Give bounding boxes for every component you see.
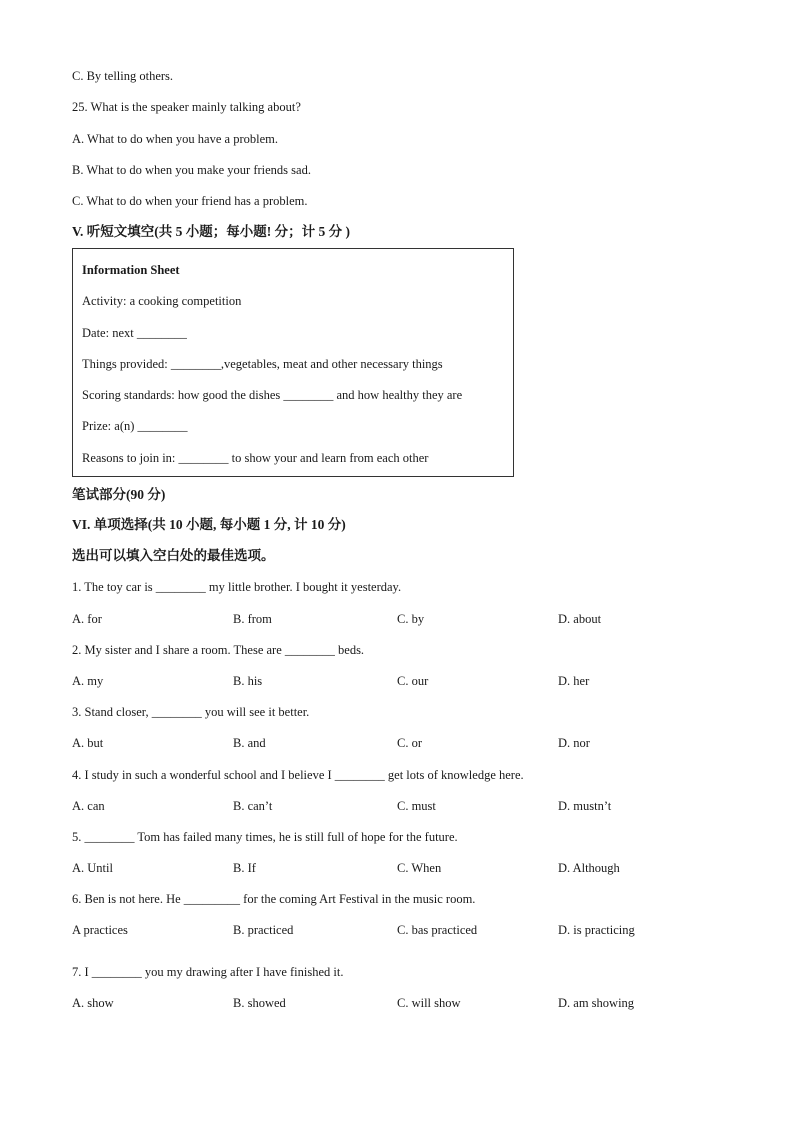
option-d: D. Although [558, 861, 620, 875]
question-stem: 6. Ben is not here. He _________ for the coming Art Festival in the music room. [72, 892, 476, 906]
option-a: A. Until [72, 861, 113, 875]
sheet-scoring: Scoring standards: how good the dishes ________ and how healthy they are [82, 388, 463, 402]
option-b: B. can’t [233, 799, 273, 813]
option-c: C. or [397, 736, 422, 750]
option-d: D. mustn’t [558, 799, 612, 813]
question-stem: 7. I ________ you my drawing after I have finished it. [72, 965, 344, 979]
question-stem: 1. The toy car is ________ my little brother. I bought it yesterday. [72, 580, 402, 594]
option-c: C. will show [397, 996, 461, 1010]
information-sheet-box [72, 248, 514, 477]
option-b: B. and [233, 736, 266, 750]
option-d: D. her [558, 674, 590, 688]
question-stem: 3. Stand closer, ________ you will see it better. [72, 705, 310, 719]
sheet-reasons: Reasons to join in: ________ to show your and learn from each other [82, 451, 429, 465]
option-b: B. from [233, 612, 272, 626]
q25-option-c: C. What to do when your friend has a problem. [72, 194, 308, 208]
option-b: B. If [233, 861, 256, 875]
option-b: B. showed [233, 996, 286, 1010]
option-c: C. must [397, 799, 436, 813]
option-b: B. his [233, 674, 263, 688]
sheet-date: Date: next ________ [82, 326, 187, 340]
option-c: C. our [397, 674, 429, 688]
section5-heading: V. 听短文填空(共 5 小题；每小题! 分；计 5 分 ) [72, 224, 350, 239]
sheet-things: Things provided: ________,vegetables, meat and other necessary things [82, 357, 443, 371]
question-stem: 2. My sister and I share a room. These are ________ beds. [72, 643, 365, 657]
option-d: D. is practicing [558, 923, 635, 937]
option-d: D. nor [558, 736, 590, 750]
option-c: C. When [397, 861, 442, 875]
q24-option-c: C. By telling others. [72, 69, 174, 83]
option-a: A. for [72, 612, 102, 626]
written-part-heading: 笔试部分(90 分) [72, 487, 166, 502]
question-stem: 5. ________ Tom has failed many times, he is still full of hope for the future. [72, 830, 458, 844]
question-stem: 4. I study in such a wonderful school and I believe I ________ get lots of knowledge here. [72, 768, 524, 782]
sheet-activity: Activity: a cooking competition [82, 294, 242, 308]
option-a: A practices [72, 923, 128, 937]
option-b: B. practiced [233, 923, 294, 937]
q25-question: 25. What is the speaker mainly talking about? [72, 100, 301, 114]
option-a: A. my [72, 674, 104, 688]
sheet-prize: Prize: a(n) ________ [82, 419, 188, 433]
q25-option-b: B. What to do when you make your friends sad. [72, 163, 311, 177]
option-c: C. bas practiced [397, 923, 478, 937]
option-d: D. am showing [558, 996, 635, 1010]
q25-option-a: A. What to do when you have a problem. [72, 132, 278, 146]
option-d: D. about [558, 612, 602, 626]
section6-heading: VI. 单项选择(共 10 小题, 每小题 1 分, 计 10 分) [72, 517, 346, 532]
option-a: A. show [72, 996, 114, 1010]
option-c: C. by [397, 612, 425, 626]
section6-instruction: 选出可以填入空白处的最佳选项。 [72, 548, 275, 563]
sheet-title: Information Sheet [82, 263, 180, 277]
option-a: A. can [72, 799, 105, 813]
option-a: A. but [72, 736, 104, 750]
